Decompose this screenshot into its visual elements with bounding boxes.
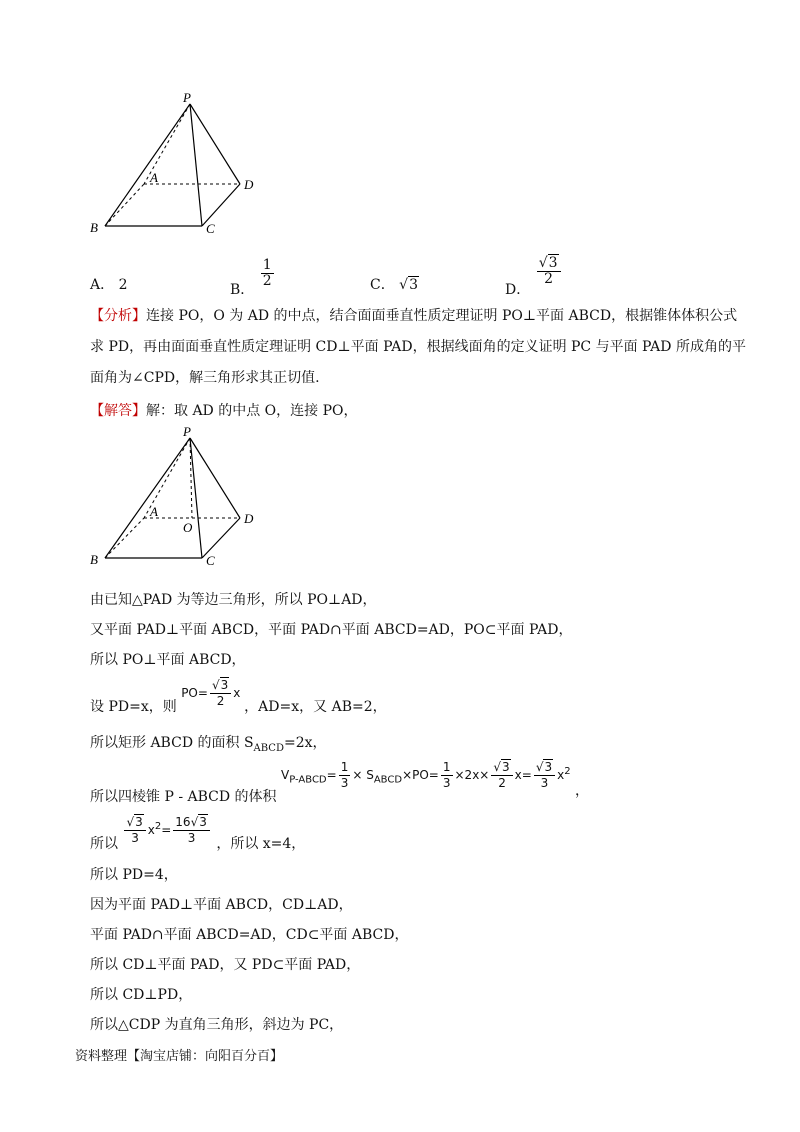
- edge-pd: [190, 438, 240, 518]
- page-footer: 资料整理【淘宝店铺：向阳百分百】: [75, 1049, 284, 1064]
- answer-tag: 【解答】: [90, 403, 146, 419]
- label-c: C: [206, 221, 215, 236]
- analysis-line-1: 【分析】连接 PO，O 为 AD 的中点，结合面面垂直性质定理证明 PO⊥平面 ABCD，根据锥体体积公式: [90, 308, 738, 324]
- choice-c: C． √3: [370, 277, 419, 293]
- label-b: B: [90, 552, 98, 567]
- choice-d-fraction: $\frac{√3}{2}$: [537, 256, 561, 287]
- answer-line-2: 又平面 PAD⊥平面 ABCD，平面 PAD∩平面 ABCD=AD，PO⊂平面 PAD，: [90, 622, 573, 638]
- analysis-tag: 【分析】: [90, 308, 146, 324]
- choice-b-fraction: $\frac{1}{2}$: [262, 257, 272, 289]
- pyramid-figure-1: [80, 90, 280, 240]
- analysis-line-3: 面角为∠CPD，解三角形求其正切值.: [90, 370, 320, 386]
- answer-line-8: 所以 PD=4，: [90, 867, 178, 883]
- answer-line-6: 所以四棱锥 P - ABCD 的体积 $V_{P-ABCD}=$ $\frac{1}{3}$ × $S_{ABCD}\times PO=$ $\frac{1}{3}$ ×2x× $\frac{√3}{2}$ x= $\frac{√3}{3}$ $x^2$ ，: [90, 760, 590, 805]
- edge-pd: [190, 104, 240, 184]
- pyramid-figure-2: [80, 424, 280, 574]
- label-c: C: [206, 553, 215, 568]
- label-p: P: [183, 90, 191, 105]
- answer-line-12: 所以 CD⊥PD，: [90, 987, 193, 1003]
- answer-line-5: 所以矩形 ABCD 的面积 $S_{ABCD}=2x$，: [90, 735, 327, 754]
- po-formula: PO= $\frac{√3}{2}$ x: [181, 678, 241, 708]
- equation: $\frac{√3}{3}$ $x^2=$ $\frac{16√3}{3}$: [122, 815, 211, 846]
- analysis-line-2: 求 PD，再由面面垂直性质定理证明 CD⊥平面 PAD，根据线面角的定义证明 PC 与平面 PAD 所成角的平: [90, 339, 746, 355]
- answer-line-3: 所以 PO⊥平面 ABCD，: [90, 652, 246, 668]
- label-d: D: [244, 177, 254, 192]
- label-p: P: [183, 424, 191, 439]
- label-b: B: [90, 220, 98, 235]
- choice-b: B． $\frac{1}{2}$: [230, 257, 272, 298]
- answer-line-9: 因为平面 PAD⊥平面 ABCD，CD⊥AD，: [90, 897, 353, 913]
- edge-ab: [105, 518, 144, 558]
- answer-line-7: 所以 $\frac{√3}{3}$ $x^2=$ $\frac{16√3}{3}$ ，所以 x=4，: [90, 815, 306, 852]
- label-o: O: [183, 520, 193, 535]
- edge-pb: [105, 104, 190, 226]
- answer-line-11: 所以 CD⊥平面 PAD，又 PD⊂平面 PAD，: [90, 957, 361, 973]
- label-a: A: [150, 504, 158, 519]
- volume-formula: $V_{P-ABCD}=$ $\frac{1}{3}$ × $S_{ABCD}\times PO=$ $\frac{1}{3}$ ×2x× $\frac{√3}{2}$ x= $\frac{√3}{3}$ $x^2$: [281, 760, 571, 790]
- edge-cd: [202, 184, 240, 226]
- edge-ab: [105, 184, 144, 226]
- label-d: D: [244, 511, 254, 526]
- answer-line-13: 所以△CDP 为直角三角形，斜边为 PC，: [90, 1017, 344, 1033]
- edge-pc: [190, 104, 202, 226]
- choice-d: D． $\frac{√3}{2}$: [505, 256, 563, 287]
- answer-line-1: 由已知△PAD 为等边三角形，所以 PO⊥AD，: [90, 592, 377, 608]
- answer-line-4: 设 PD=x，则 PO= $\frac{√3}{2}$ x ，AD=x，又 AB=2，: [90, 678, 387, 715]
- answer-line-10: 平面 PAD∩平面 ABCD=AD，CD⊂平面 ABCD，: [90, 927, 409, 943]
- choice-a: A． 2: [90, 277, 128, 293]
- edge-pb: [105, 438, 190, 558]
- edge-cd: [202, 518, 240, 558]
- label-a: A: [150, 170, 158, 185]
- answer-intro: 【解答】解：取 AD 的中点 O，连接 PO，: [90, 403, 358, 419]
